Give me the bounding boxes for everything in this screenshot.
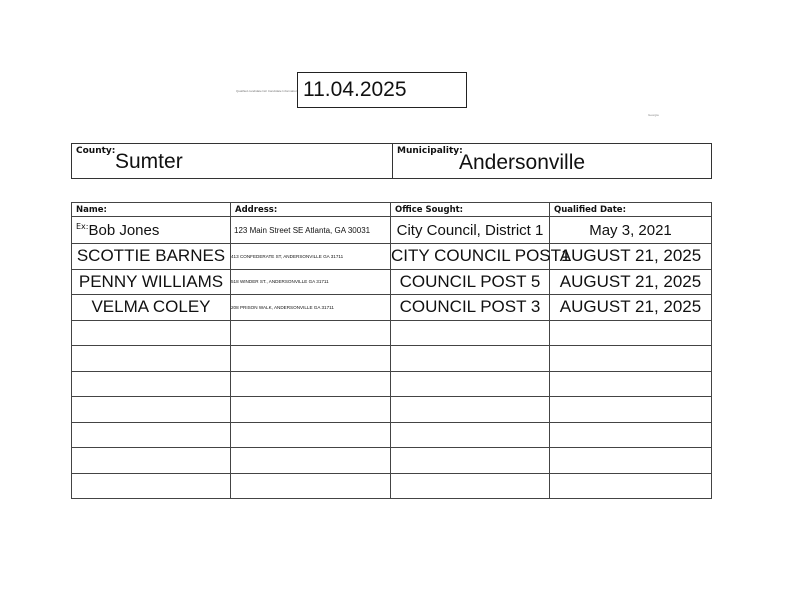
empty-cell — [231, 448, 391, 474]
empty-cell — [550, 473, 712, 499]
empty-row — [72, 422, 712, 448]
empty-cell — [231, 346, 391, 372]
empty-cell — [72, 448, 231, 474]
empty-cell — [391, 448, 550, 474]
candidate-address: 208 PRISON WALK, ANDERSONVILLE GA 31711 — [231, 295, 391, 321]
example-name-cell — [72, 217, 231, 244]
example-office: City Council, District 1 — [391, 217, 550, 244]
candidate-date: AUGUST 21, 2025 — [550, 295, 712, 321]
empty-cell — [391, 346, 550, 372]
candidate-office: COUNCIL POST 5 — [391, 269, 550, 295]
empty-row — [72, 320, 712, 346]
table-row — [72, 244, 712, 270]
empty-cell — [391, 320, 550, 346]
empty-cell — [231, 371, 391, 397]
table-row — [72, 295, 712, 321]
empty-cell — [550, 346, 712, 372]
empty-cell — [231, 422, 391, 448]
municipality-cell — [393, 144, 711, 178]
empty-cell — [391, 397, 550, 423]
empty-cell — [550, 397, 712, 423]
candidate-name: PENNY WILLIAMS — [72, 269, 231, 295]
report-date: 11.04.2025 — [303, 78, 407, 101]
empty-cell — [550, 448, 712, 474]
empty-cell — [72, 346, 231, 372]
example-name: Bob Jones — [88, 221, 160, 239]
empty-row — [72, 371, 712, 397]
state-caption: Georgia — [648, 113, 659, 117]
form-caption: Qualified candidate list/ Candidate Information — [236, 89, 298, 93]
candidate-office: COUNCIL POST 3 — [391, 295, 550, 321]
empty-row — [72, 473, 712, 499]
empty-cell — [231, 397, 391, 423]
empty-row — [72, 448, 712, 474]
county-value: Sumter — [115, 150, 183, 173]
municipality-label: Municipality: — [397, 146, 463, 156]
municipality-value: Andersonville — [459, 151, 586, 174]
empty-cell — [72, 320, 231, 346]
table-row — [72, 269, 712, 295]
empty-cell — [72, 422, 231, 448]
column-header-office: Office Sought: — [391, 203, 550, 217]
example-row — [72, 217, 712, 244]
column-header-name: Name: — [72, 203, 231, 217]
candidate-name: VELMA COLEY — [72, 295, 231, 321]
column-header-date: Qualified Date: — [550, 203, 712, 217]
empty-row — [72, 346, 712, 372]
example-prefix: Ex: — [76, 221, 89, 231]
date-box — [297, 72, 467, 108]
empty-cell — [72, 397, 231, 423]
candidate-name: SCOTTIE BARNES — [72, 244, 231, 270]
table-header-row — [72, 203, 712, 217]
empty-cell — [391, 371, 550, 397]
county-label: County: — [76, 146, 116, 156]
candidate-office: CITY COUNCIL POST1 — [391, 244, 550, 270]
candidate-date: AUGUST 21, 2025 — [550, 269, 712, 295]
empty-cell — [231, 320, 391, 346]
empty-cell — [550, 320, 712, 346]
empty-cell — [550, 371, 712, 397]
location-box — [71, 143, 712, 179]
empty-cell — [391, 422, 550, 448]
county-cell — [72, 144, 393, 178]
candidate-address: 518 WINDER ST., ANDERSONVILLE GA 31711 — [231, 269, 391, 295]
empty-cell — [391, 473, 550, 499]
empty-row — [72, 397, 712, 423]
candidate-address: 413 CONFEDERATE ST, ANDERSONVILLE GA 31711 — [231, 244, 391, 270]
empty-cell — [550, 422, 712, 448]
empty-cell — [72, 371, 231, 397]
example-date: May 3, 2021 — [550, 217, 712, 244]
example-address: 123 Main Street SE Atlanta, GA 30031 — [231, 217, 391, 244]
candidate-table — [71, 202, 712, 499]
empty-cell — [231, 473, 391, 499]
empty-cell — [72, 473, 231, 499]
candidate-date: AUGUST 21, 2025 — [550, 244, 712, 270]
column-header-address: Address: — [231, 203, 391, 217]
